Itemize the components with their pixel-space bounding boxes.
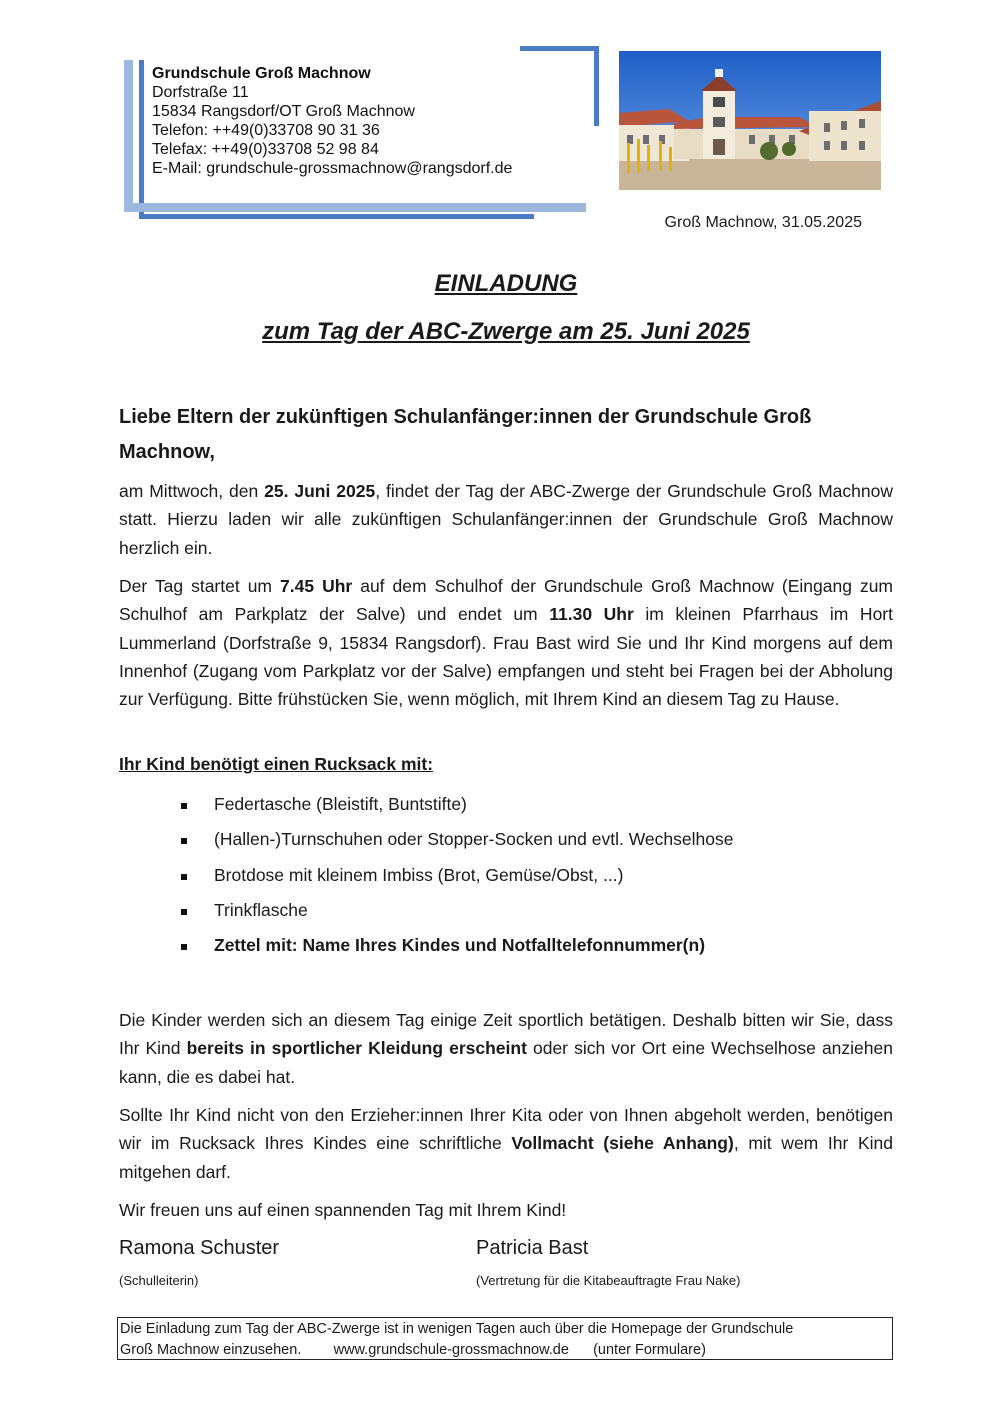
signature-role-1: (Schulleiterin) <box>119 1273 199 1288</box>
greeting: Liebe Eltern der zukünftigen Schulanfänger:innen der Grundschule Groß Machnow, <box>119 406 812 463</box>
footer-line-2: Groß Machnow einzusehen. www.grundschule-grossmachnow.de (unter Formulare) <box>120 1342 706 1358</box>
bullet-icon <box>181 944 187 950</box>
school-email: E-Mail: grundschule-grossmachnow@rangsdorf.de <box>152 160 513 177</box>
bullet-icon <box>181 874 187 880</box>
school-name: Grundschule Groß Machnow <box>152 65 371 82</box>
paragraph-sports: Die Kinder werden sich an diesem Tag einige Zeit sportlich betätigen. Deshalb bitten wir Sie, dass Ihr Kind bereits in sportlicher Kleidung erscheint oder sich vor Ort eine Wechselhose anziehen kann, die es dabei hat. <box>119 1010 893 1087</box>
footer-url: www.grundschule-grossmachnow.de <box>333 1342 569 1358</box>
bullet-icon <box>181 909 187 915</box>
paragraph-authorization: Sollte Ihr Kind nicht von den Erzieher:innen Ihrer Kita oder von Ihnen abgeholt werden, benötigen wir im Rucksack Ihres Kindes eine schriftliche Vollmacht (siehe Anhang), mit wem Ihr Kind mitgehen darf. <box>119 1105 893 1182</box>
school-building-photo <box>619 51 881 190</box>
school-phone: Telefon: ++49(0)33708 90 31 36 <box>152 122 380 139</box>
signature-name-1: Ramona Schuster <box>119 1237 280 1259</box>
footer-note <box>117 1317 893 1360</box>
footer-line-1: Die Einladung zum Tag der ABC-Zwerge ist in wenigen Tagen auch über die Homepage der Grundschule <box>120 1321 794 1337</box>
school-fax: Telefax: ++49(0)33708 52 98 84 <box>152 141 379 158</box>
bullet-icon <box>181 838 187 844</box>
paragraph-schedule: Der Tag startet um 7.45 Uhr auf dem Schulhof der Grundschule Groß Machnow (Eingang zum Schulhof am Parkplatz der Salve) und endet um 11.30 Uhr im kleinen Pfarrhaus im Hort Lummerland (Dorfstraße 9, 15834 Rangsdorf). Frau Bast wird Sie und Ihr Kind morgens auf dem Innenhof (Zugang vom Parkplatz vor der Salve) empfangen und steht bei Fragen bei der Abholung zur Verfügung. Bitte frühstücken Sie, wenn möglich, mit Ihrem Kind an diesem Tag zu Hause. <box>119 576 894 710</box>
signature-name-2: Patricia Bast <box>476 1237 589 1259</box>
closing-line: Wir freuen uns auf einen spannenden Tag mit Ihrem Kind! <box>119 1200 567 1220</box>
letterhead-address <box>152 64 512 178</box>
signature-role-2: (Vertretung für die Kitabeauftragte Frau Nake) <box>476 1273 741 1288</box>
list-heading: Ihr Kind benötigt einen Rucksack mit: <box>119 754 434 774</box>
letter-date: Groß Machnow, 31.05.2025 <box>664 214 862 231</box>
school-street: Dorfstraße 11 <box>152 84 249 101</box>
bullet-icon <box>181 803 187 809</box>
paragraph-date-info: am Mittwoch, den 25. Juni 2025, findet der Tag der ABC-Zwerge der Grundschule Groß Machnow statt. Hierzu laden wir alle zukünftigen Schulanfänger:innen der Grundschule Groß Machnow herzlich ein. <box>119 481 894 558</box>
page-subtitle: zum Tag der ABC-Zwerge am 25. Juni 2025 <box>262 318 750 345</box>
school-city: 15834 Rangsdorf/OT Groß Machnow <box>152 103 415 120</box>
page-title: EINLADUNG <box>434 270 578 297</box>
